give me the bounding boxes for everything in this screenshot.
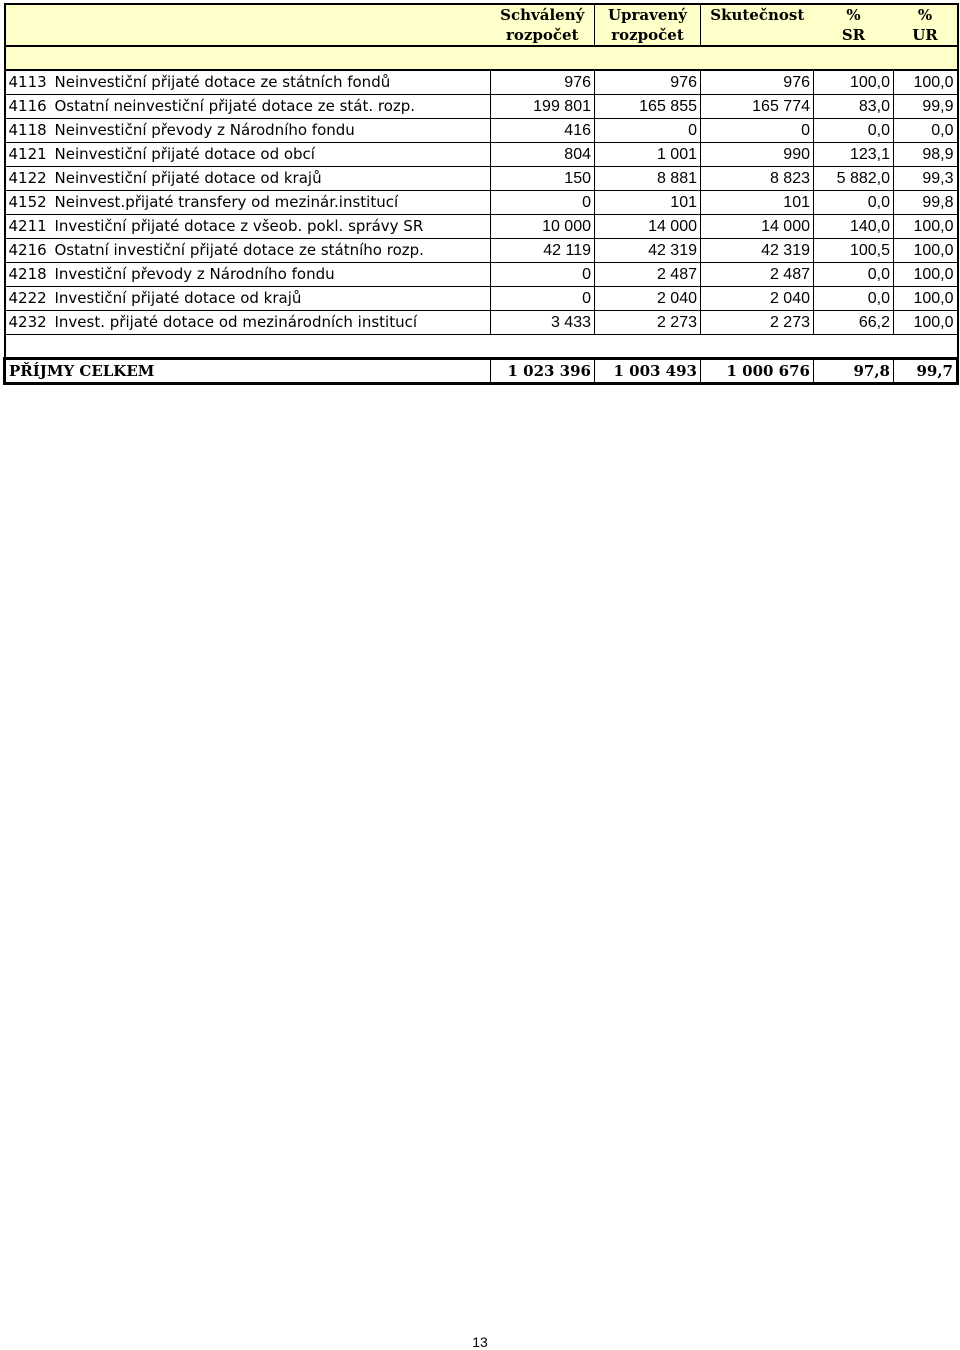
row-label: Invest. přijaté dotace od mezinárodních institucí bbox=[52, 311, 491, 335]
row-percent-sr: 0,0 bbox=[814, 119, 894, 143]
row-percent-ur: 100,0 bbox=[894, 239, 958, 263]
header-percent-ur: % UR bbox=[894, 4, 958, 46]
row-percent-ur: 99,8 bbox=[894, 191, 958, 215]
row-upraveny: 14 000 bbox=[595, 215, 701, 239]
row-code: 4232 bbox=[5, 311, 52, 335]
row-schvaleny: 804 bbox=[491, 143, 595, 167]
table-row bbox=[5, 287, 958, 311]
table-row bbox=[5, 70, 958, 95]
row-percent-ur: 99,3 bbox=[894, 167, 958, 191]
row-percent-sr: 66,2 bbox=[814, 311, 894, 335]
row-upraveny: 8 881 bbox=[595, 167, 701, 191]
page-number: 13 bbox=[472, 1334, 488, 1350]
row-schvaleny: 0 bbox=[491, 263, 595, 287]
row-label: Neinvest.přijaté transfery od mezinár.institucí bbox=[52, 191, 491, 215]
row-schvaleny: 0 bbox=[491, 287, 595, 311]
row-upraveny: 1 001 bbox=[595, 143, 701, 167]
row-skutecnost: 2 040 bbox=[701, 287, 814, 311]
total-schvaleny: 1 023 396 bbox=[491, 359, 595, 384]
blank-row bbox=[5, 335, 958, 359]
header-percent-sr: % SR bbox=[814, 4, 894, 46]
row-percent-ur: 99,9 bbox=[894, 95, 958, 119]
data-rows bbox=[5, 70, 958, 335]
table-row bbox=[5, 167, 958, 191]
row-code: 4121 bbox=[5, 143, 52, 167]
row-code: 4122 bbox=[5, 167, 52, 191]
row-label: Ostatní neinvestiční přijaté dotace ze stát. rozp. bbox=[52, 95, 491, 119]
row-upraveny: 165 855 bbox=[595, 95, 701, 119]
row-code: 4216 bbox=[5, 239, 52, 263]
row-label: Neinvestiční přijaté dotace od obcí bbox=[52, 143, 491, 167]
row-code: 4222 bbox=[5, 287, 52, 311]
row-schvaleny: 3 433 bbox=[491, 311, 595, 335]
row-percent-ur: 98,9 bbox=[894, 143, 958, 167]
row-skutecnost: 8 823 bbox=[701, 167, 814, 191]
revenue-table bbox=[3, 3, 959, 385]
row-upraveny: 0 bbox=[595, 119, 701, 143]
row-upraveny: 2 273 bbox=[595, 311, 701, 335]
row-percent-sr: 140,0 bbox=[814, 215, 894, 239]
row-schvaleny: 416 bbox=[491, 119, 595, 143]
row-percent-ur: 100,0 bbox=[894, 311, 958, 335]
table-row bbox=[5, 143, 958, 167]
row-skutecnost: 2 487 bbox=[701, 263, 814, 287]
table-row bbox=[5, 215, 958, 239]
row-code: 4218 bbox=[5, 263, 52, 287]
row-percent-sr: 5 882,0 bbox=[814, 167, 894, 191]
row-upraveny: 2 487 bbox=[595, 263, 701, 287]
row-schvaleny: 199 801 bbox=[491, 95, 595, 119]
row-label: Neinvestiční převody z Národního fondu bbox=[52, 119, 491, 143]
header-row bbox=[5, 4, 958, 46]
row-schvaleny: 150 bbox=[491, 167, 595, 191]
row-code: 4118 bbox=[5, 119, 52, 143]
table-row bbox=[5, 119, 958, 143]
row-code: 4116 bbox=[5, 95, 52, 119]
row-upraveny: 101 bbox=[595, 191, 701, 215]
row-skutecnost: 990 bbox=[701, 143, 814, 167]
row-schvaleny: 10 000 bbox=[491, 215, 595, 239]
row-label: Investiční převody z Národního fondu bbox=[52, 263, 491, 287]
row-percent-sr: 0,0 bbox=[814, 287, 894, 311]
row-skutecnost: 42 319 bbox=[701, 239, 814, 263]
row-skutecnost: 2 273 bbox=[701, 311, 814, 335]
total-percent-sr: 97,8 bbox=[814, 359, 894, 384]
row-percent-sr: 83,0 bbox=[814, 95, 894, 119]
row-percent-ur: 0,0 bbox=[894, 119, 958, 143]
row-percent-sr: 0,0 bbox=[814, 263, 894, 287]
row-percent-ur: 100,0 bbox=[894, 70, 958, 95]
row-percent-ur: 100,0 bbox=[894, 215, 958, 239]
row-code: 4113 bbox=[5, 70, 52, 95]
table-row bbox=[5, 191, 958, 215]
row-label: Investiční přijaté dotace z všeob. pokl. správy SR bbox=[52, 215, 491, 239]
header-upraveny-rozpocet: Upravený rozpočet bbox=[595, 4, 701, 46]
row-percent-sr: 100,0 bbox=[814, 70, 894, 95]
row-skutecnost: 14 000 bbox=[701, 215, 814, 239]
row-label: Ostatní investiční přijaté dotace ze státního rozp. bbox=[52, 239, 491, 263]
row-upraveny: 2 040 bbox=[595, 287, 701, 311]
row-percent-sr: 123,1 bbox=[814, 143, 894, 167]
header-spacer-row bbox=[5, 46, 958, 70]
table-row bbox=[5, 239, 958, 263]
row-code: 4152 bbox=[5, 191, 52, 215]
row-percent-sr: 100,5 bbox=[814, 239, 894, 263]
row-schvaleny: 976 bbox=[491, 70, 595, 95]
table-row bbox=[5, 95, 958, 119]
table-row bbox=[5, 263, 958, 287]
row-schvaleny: 0 bbox=[491, 191, 595, 215]
total-skutecnost: 1 000 676 bbox=[701, 359, 814, 384]
row-percent-sr: 0,0 bbox=[814, 191, 894, 215]
header-schvaleny-rozpocet: Schválený rozpočet bbox=[491, 4, 595, 46]
total-row bbox=[5, 359, 958, 384]
row-code: 4211 bbox=[5, 215, 52, 239]
row-percent-ur: 100,0 bbox=[894, 263, 958, 287]
row-upraveny: 976 bbox=[595, 70, 701, 95]
table-row bbox=[5, 311, 958, 335]
row-percent-ur: 100,0 bbox=[894, 287, 958, 311]
row-label: Neinvestiční přijaté dotace ze státních fondů bbox=[52, 70, 491, 95]
total-percent-ur: 99,7 bbox=[894, 359, 958, 384]
row-skutecnost: 165 774 bbox=[701, 95, 814, 119]
row-label: Investiční přijaté dotace od krajů bbox=[52, 287, 491, 311]
row-skutecnost: 101 bbox=[701, 191, 814, 215]
total-label: PŘÍJMY CELKEM bbox=[5, 359, 491, 384]
row-schvaleny: 42 119 bbox=[491, 239, 595, 263]
row-upraveny: 42 319 bbox=[595, 239, 701, 263]
row-skutecnost: 976 bbox=[701, 70, 814, 95]
row-label: Neinvestiční přijaté dotace od krajů bbox=[52, 167, 491, 191]
row-skutecnost: 0 bbox=[701, 119, 814, 143]
header-skutecnost: Skutečnost bbox=[701, 4, 814, 46]
total-upraveny: 1 003 493 bbox=[595, 359, 701, 384]
